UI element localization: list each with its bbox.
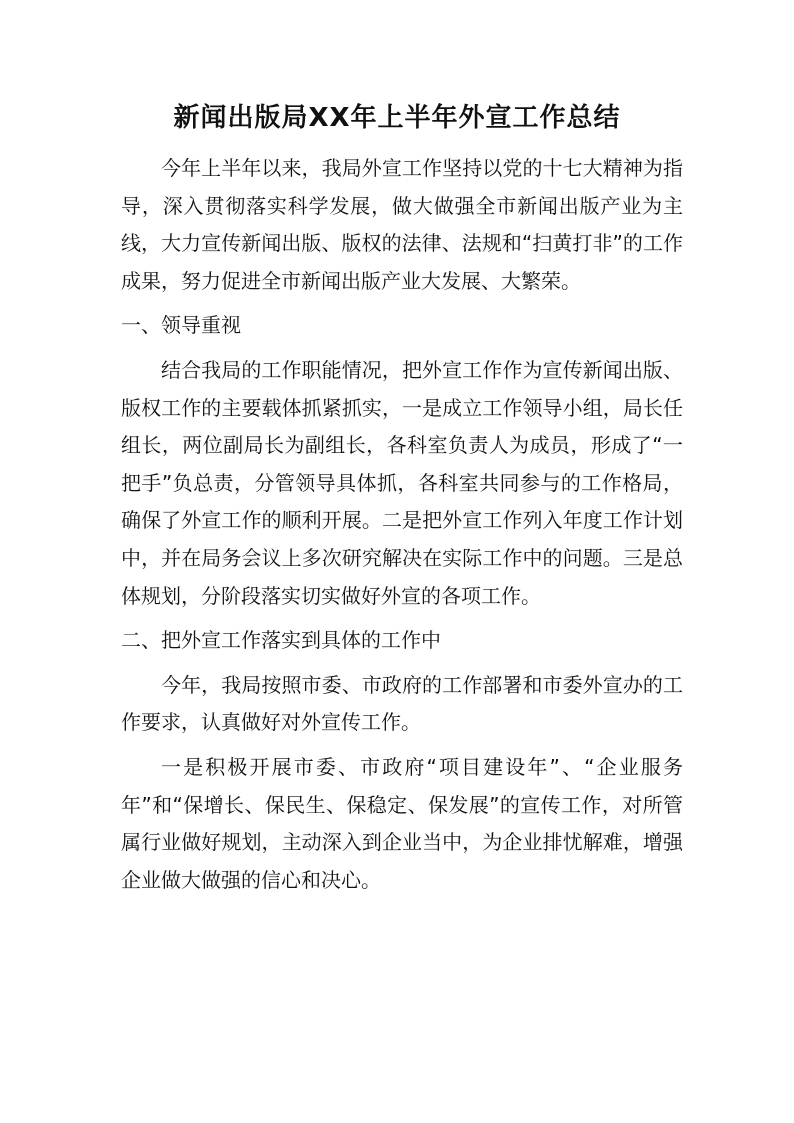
section-2-paragraph-2: 一是积极开展市委、市政府“项目建设年”、“企业服务年”和“保增长、保民生、保稳定、保发展”的宣传工作，对所管属行业做好规划，主动深入到企业当中，为企业排忧解难，增强企业做大做强的信心和决心。 xyxy=(121,754,683,892)
section-heading-1: 一、领导重视 xyxy=(121,313,241,338)
section-heading-2: 二、把外宣工作落实到具体的工作中 xyxy=(121,628,441,653)
document-body xyxy=(121,150,683,906)
section-1-paragraph: 结合我局的工作职能情况，把外宣工作作为宣传新闻出版、版权工作的主要载体抓紧抓实，一是成立工作领导小组，局长任组长，两位副局长为副组长，各科室负责人为成员，形成了“一把手”负总责，分管领导具体抓，各科室共同参与的工作格局，确保了外宣工作的顺利开展。二是把外宣工作列入年度工作计划中，并在局务会议上多次研究解决在实际工作中的问题。三是总体规划，分阶段落实切实做好外宣的各项工作。 xyxy=(121,357,683,608)
intro-paragraph: 今年上半年以来，我局外宣工作坚持以党的十七大精神为指导，深入贯彻落实科学发展，做大做强全市新闻出版产业为主线，大力宣传新闻出版、版权的法律、法规和“扫黄打非”的工作成果，努力促进全市新闻出版产业大发展、大繁荣。 xyxy=(121,156,683,293)
section-2-paragraph-1: 今年，我局按照市委、市政府的工作部署和市委外宣办的工作要求，认真做好对外宣传工作。 xyxy=(121,672,683,735)
page-title: 新闻出版局XX年上半年外宣工作总结 xyxy=(173,103,621,133)
